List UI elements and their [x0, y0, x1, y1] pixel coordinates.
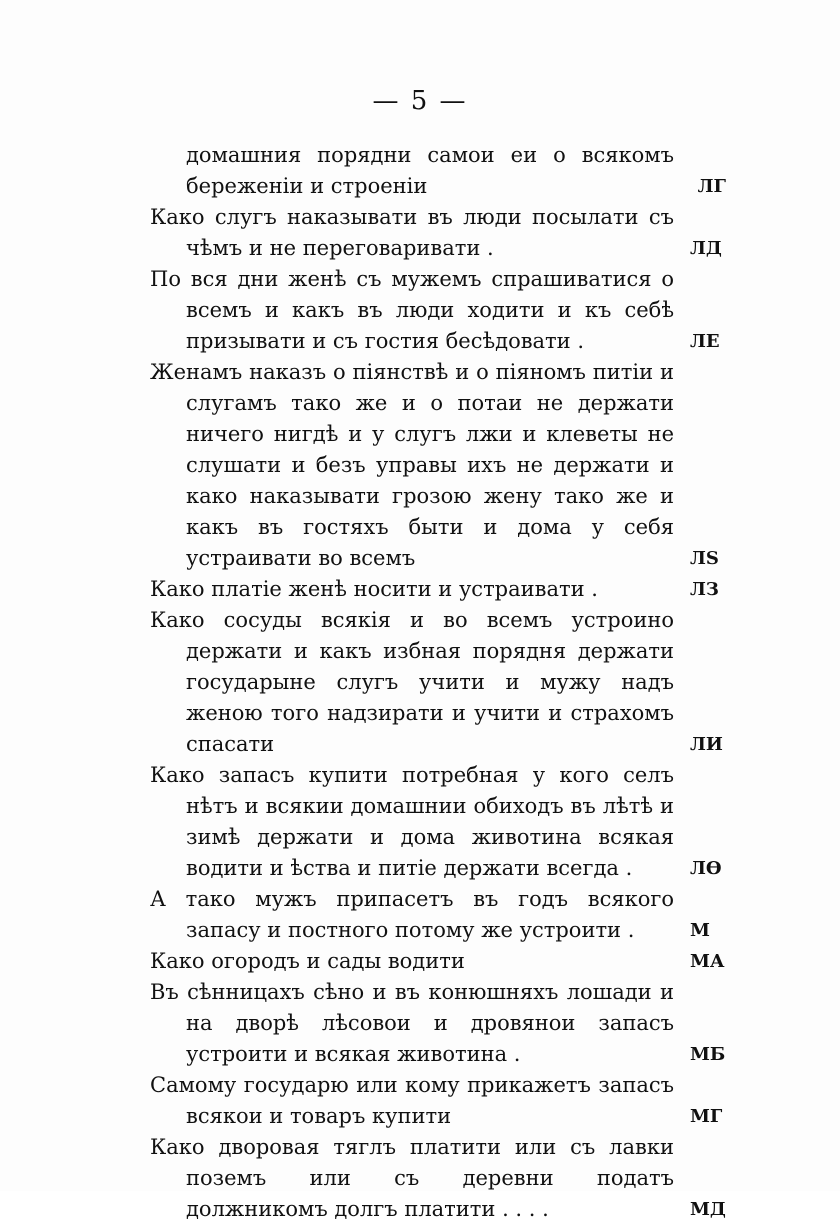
page-number: — 5 —	[372, 86, 468, 116]
toc-entry: А тако мужъ припасетъ въ годъ всякого запасу и постного потому же устроити . М	[150, 887, 710, 942]
toc-entry-text: Како слугъ наказывати въ люди посылати съ чѣмъ и не переговаривати .	[150, 205, 674, 260]
toc-entry: Женамъ наказъ о піянствѣ и о піяномъ питіи и слугамъ тако же и о потаи не держати ничего нигдѣ и у слугъ лжи и клеветы не слушати и безъ управы ихъ не держати и како наказывати грозою жену тако же и какъ въ гостяхъ быти и дома у себя устраивати во всемъ ЛЅ	[150, 360, 719, 570]
toc-entry-text: По вся дни женѣ съ мужемъ спрашиватися о всемъ и какъ въ люди ходити и къ себѣ призывати и съ гостия бесѣдовати .	[150, 267, 674, 353]
toc-entry: Въ сѣнницахъ сѣно и въ конюшняхъ лошади и на дворѣ лѣсовои и дровянои запасъ устроити и всякая животина . МБ	[150, 980, 726, 1066]
toc-entry-text: Како сосуды всякія и во всемъ устроино держати и какъ избная порядня держати государыне слугъ учити и мужу надъ женою того надзирати и учити и страхомъ спасати	[150, 608, 674, 756]
toc-entry: Како сосуды всякія и во всемъ устроино держати и какъ избная порядня держати государыне слугъ учити и мужу надъ женою того надзирати и учити и страхомъ спасати ЛИ	[150, 608, 723, 756]
toc-entry	[150, 140, 726, 202]
toc-entry: Како платіе женѣ носити и устраивати . ЛЗ	[150, 577, 719, 601]
toc-entry: Како запасъ купити потребная у кого селъ нѣтъ и всякии домашнии обиходъ въ лѣтѣ и зимѣ держати и дома животина всякая водити и ѣства и питіе держати всегда . ЛѲ	[150, 763, 722, 880]
toc-entry: Самому государю или кому прикажетъ запасъ всякои и товаръ купити МГ	[150, 1073, 723, 1128]
toc-entry-text: Како запасъ купити потребная у кого селъ нѣтъ и всякии домашнии обиходъ въ лѣтѣ и зимѣ держати и дома животина всякая водити и ѣства и питіе держати всегда .	[150, 763, 674, 880]
toc-entry-text: А тако мужъ припасетъ въ годъ всякого запасу и постного потому же устроити .	[150, 887, 674, 942]
toc-entry: По вся дни женѣ съ мужемъ спрашиватися о всемъ и какъ въ люди ходити и къ себѣ призывати и съ гостия бесѣдовати . ЛЕ	[150, 267, 720, 353]
toc-entry: Како слугъ наказывати въ люди посылати съ чѣмъ и не переговаривати . ЛД	[150, 205, 722, 260]
toc-entry: Како дворовая тяглъ платити или съ лавки поземъ или съ деревни податъ должникомъ долгъ платити . . . . МД	[150, 1135, 726, 1221]
toc-entry: Како огородъ и сады водити МА	[150, 949, 725, 973]
table-of-contents	[150, 140, 726, 1225]
toc-entry-text: Въ сѣнницахъ сѣно и въ конюшняхъ лошади и на дворѣ лѣсовои и дровянои запасъ устроити и всякая животина .	[150, 980, 674, 1066]
toc-entry-text: Како огородъ и сады водити	[150, 949, 465, 973]
toc-entry-text: домашния порядни самои еи о всякомъ береженіи и строеніи	[186, 143, 674, 198]
toc-entry-text: Како дворовая тяглъ платити или съ лавки поземъ или съ деревни податъ должникомъ долгъ платити . . . .	[150, 1135, 674, 1221]
toc-entry-text: Самому государю или кому прикажетъ запасъ всякои и товаръ купити	[150, 1073, 674, 1128]
toc-entry-number: ЛГ	[697, 176, 726, 197]
toc-entry-text: Женамъ наказъ о піянствѣ и о піяномъ питіи и слугамъ тако же и о потаи не держати ничего нигдѣ и у слугъ лжи и клеветы не слушати и безъ управы ихъ не держати и како наказывати грозою жену тако же и какъ въ гостяхъ быти и дома у себя устраивати во всемъ	[150, 360, 674, 570]
toc-entry-text: Како платіе женѣ носити и устраивати .	[150, 577, 598, 601]
